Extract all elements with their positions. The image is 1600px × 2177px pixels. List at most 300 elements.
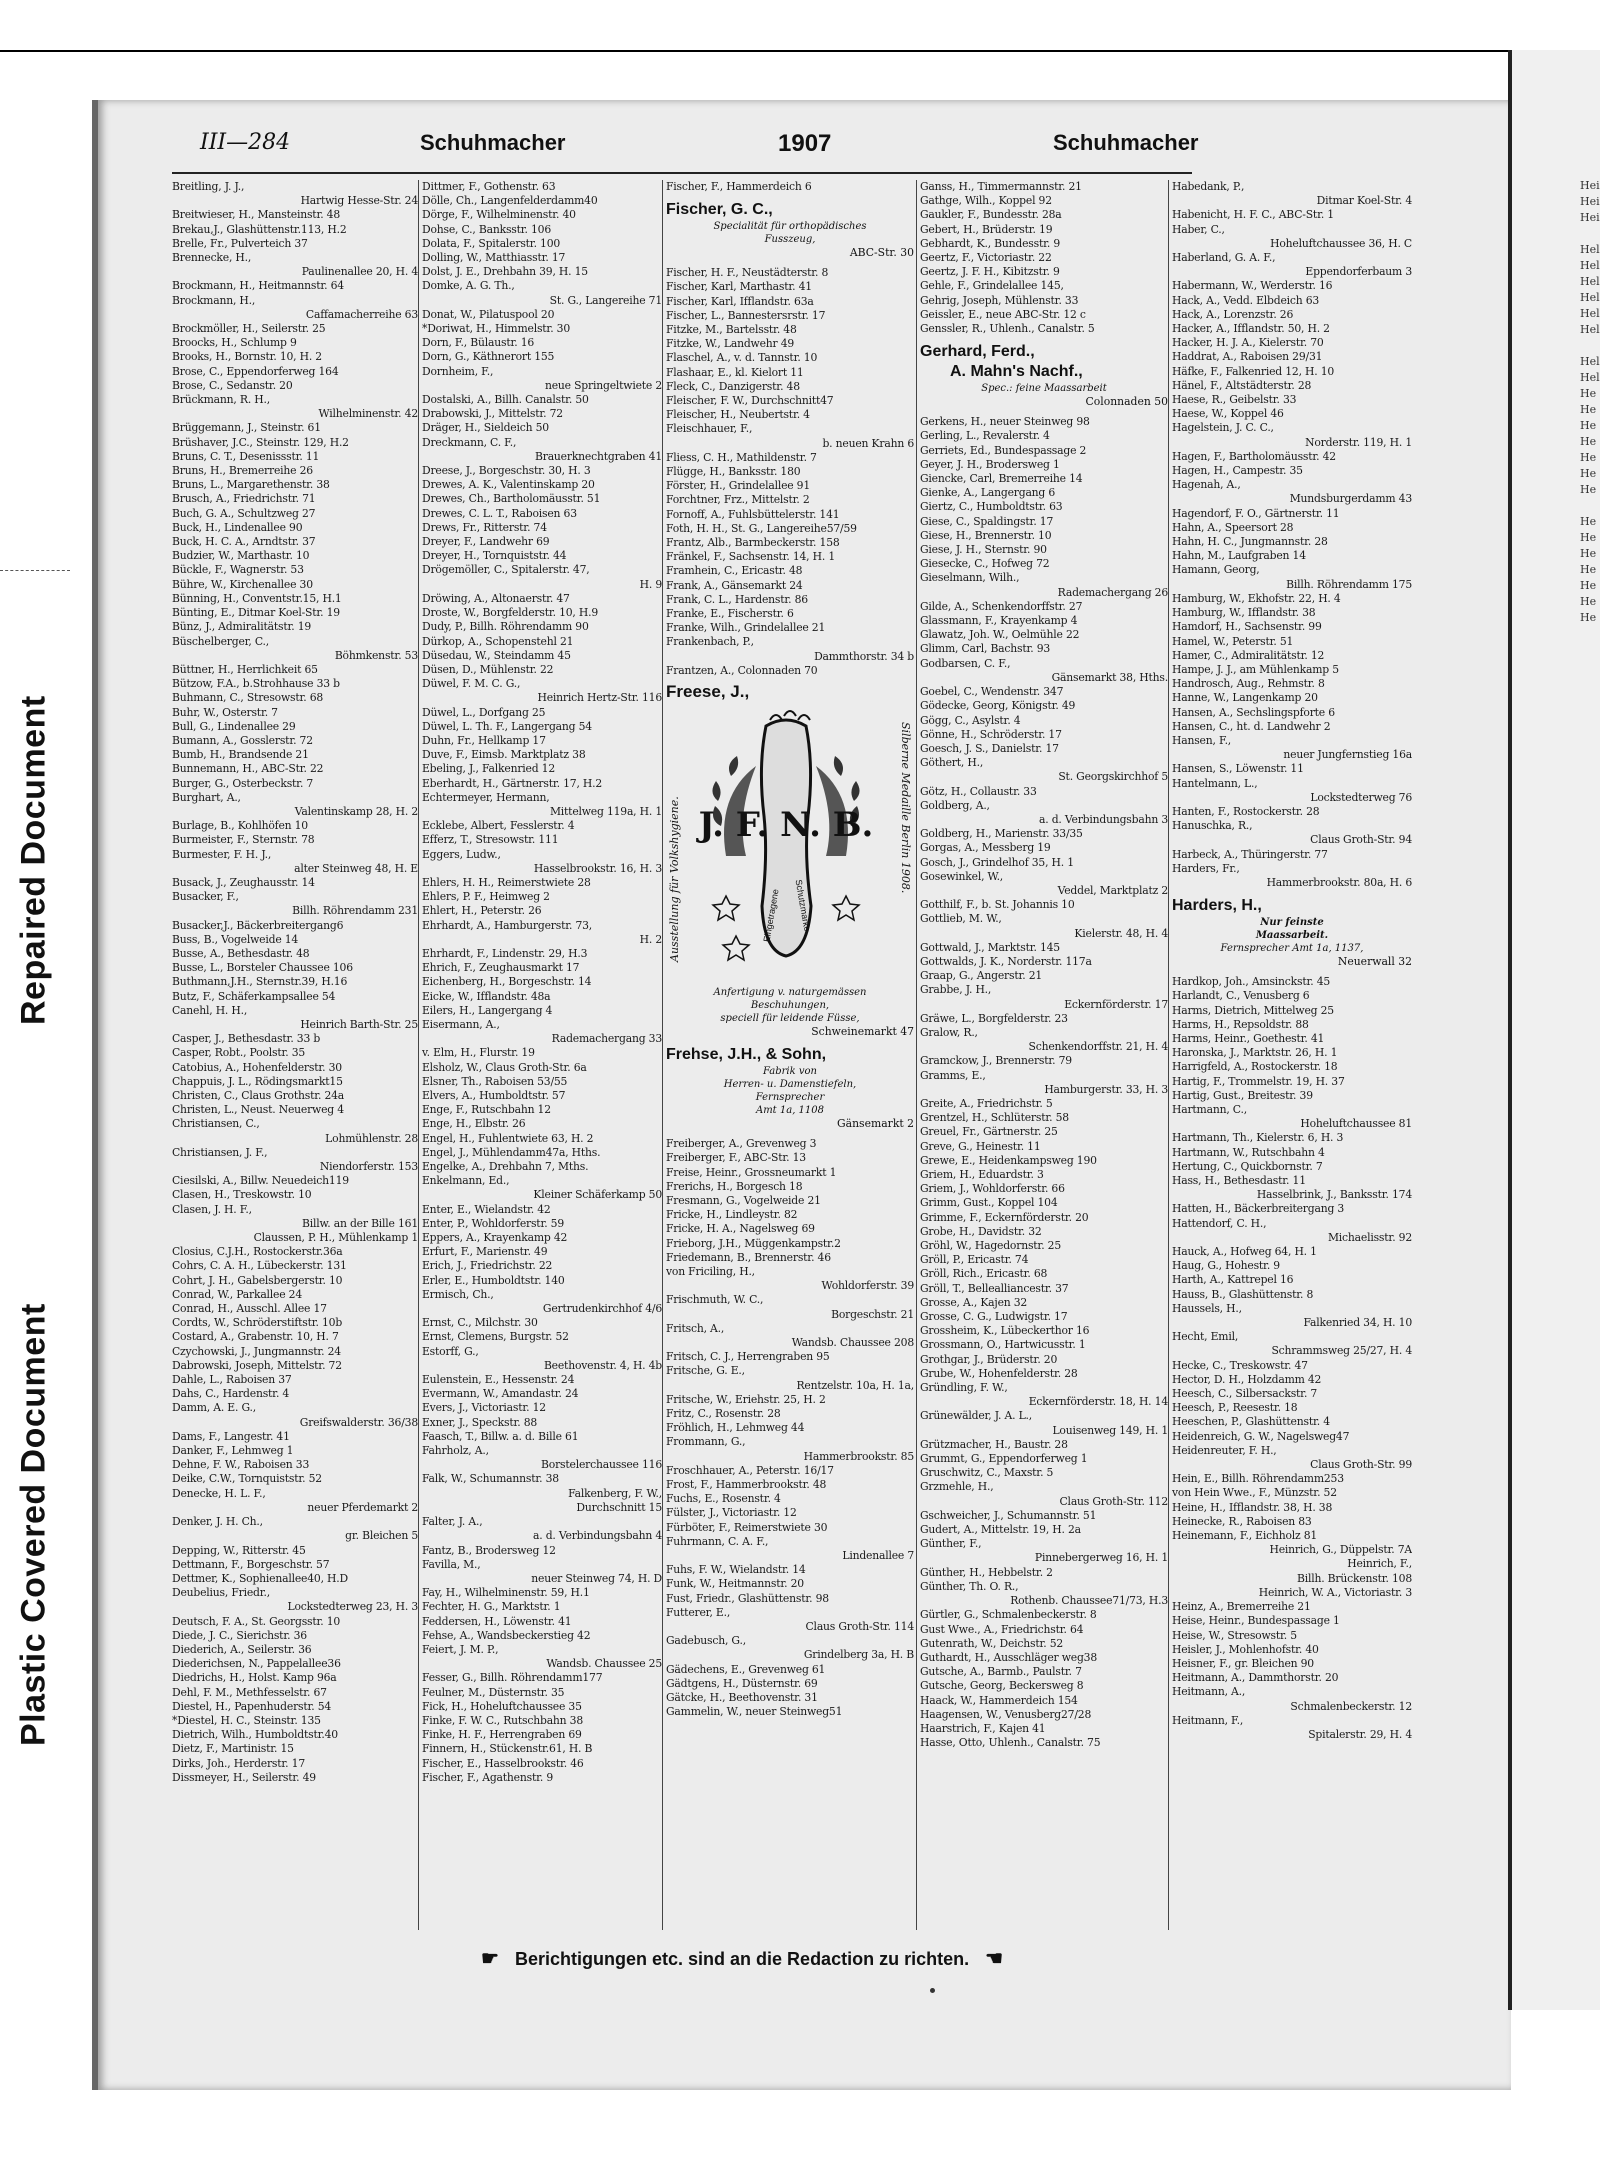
directory-entry: Frieborg, J.H., Müggenkampstr.2 — [666, 1236, 841, 1250]
directory-entry: Hattendorf, C. H., — [1172, 1216, 1267, 1230]
directory-entry: Feiert, J. M. P., — [422, 1642, 499, 1656]
directory-entry: Grewe, E., Heidenkampsweg 190 — [920, 1153, 1097, 1167]
directory-entry: Bruns, C. T., Desenissstr. 11 — [172, 449, 320, 463]
directory-entry: Mittelweg 119a, H. 1 — [549, 804, 662, 818]
directory-entry: Depping, W., Ritterstr. 45 — [172, 1543, 306, 1557]
adjacent-page-fragment: He — [1580, 435, 1597, 448]
directory-entry: Eckernförderstr. 17 — [1064, 997, 1168, 1011]
directory-entry: Freiberger, A., Grevenweg 3 — [666, 1137, 817, 1151]
directory-entry: Haronska, J., Marktstr. 26, H. 1 — [1172, 1046, 1338, 1060]
directory-entry: Hagen, H., Campestr. 35 — [1172, 464, 1303, 478]
directory-entry: Brüggemann, J., Steinstr. 61 — [172, 421, 321, 435]
directory-entry: Hoheluftchaussee 81 — [1300, 1117, 1412, 1131]
directory-entry: Düwel, L., Dorfgang 25 — [422, 705, 546, 719]
ad-fischer-sub: Fusszeug, — [764, 234, 816, 246]
directory-entry: Heesch, P., Reesestr. 18 — [1172, 1401, 1298, 1415]
directory-entry: Harlandt, C., Venusberg 6 — [1172, 989, 1310, 1003]
directory-entry: Hartwig Hesse-Str. 24 — [300, 194, 418, 208]
directory-entry: Gudert, A., Mittelstr. 19, H. 2a — [920, 1523, 1081, 1537]
directory-entry: Schmalenbeckerstr. 12 — [1290, 1699, 1412, 1713]
directory-entry: Brockmann, H., Heitmannstr. 64 — [172, 279, 344, 293]
directory-entry: Franke, Wilh., Grindelallee 21 — [666, 621, 826, 635]
directory-entry: Danker, F., Lehmweg 1 — [172, 1444, 294, 1458]
directory-entry: Bruns, H., Bremerreihe 26 — [172, 464, 313, 478]
ad-freese-right-vertical: Silberne Medaille Berlin 1908. — [899, 722, 912, 894]
directory-entry: Breitling, J. J., — [172, 180, 245, 193]
directory-entry: Fränkel, F., Sachsenstr. 14, H. 1 — [666, 550, 835, 564]
directory-entry: Dehne, F. W., Raboisen 33 — [172, 1458, 310, 1472]
directory-entry: Hasselbrookstr. 16, H. 3 — [533, 861, 662, 875]
directory-entry: Grentzel, H., Schlüterstr. 58 — [920, 1111, 1069, 1125]
directory-entry: Fitzke, M., Bartelsstr. 48 — [666, 323, 797, 337]
directory-entry: Finke, F. W. C., Rutschbahn 38 — [422, 1713, 584, 1727]
directory-entry: Eckernförderstr. 18, H. 14 — [1028, 1395, 1168, 1409]
directory-entry: Dolling, W., Matthiasstr. 17 — [422, 251, 566, 265]
ad-gerhard-sub: Spec.: feine Maassarbeit — [981, 383, 1107, 395]
directory-entry: Dittmer, F., Gothenstr. 63 — [422, 180, 556, 193]
ad-fischer — [666, 200, 914, 260]
ad-freese — [666, 682, 914, 982]
directory-entry: Günther, H., Hebbelstr. 2 — [920, 1565, 1053, 1579]
directory-entry: Gammelin, W., neuer Steinweg51 — [666, 1705, 843, 1719]
directory-entry: Gerriets, Ed., Bundespassage 2 — [920, 443, 1087, 457]
directory-entry: Gschweicher, J., Schumannstr. 51 — [920, 1508, 1097, 1522]
ad-freese-title: Freese, J., — [666, 682, 750, 702]
directory-entry: Hansen, S., Löwenstr. 11 — [1172, 762, 1304, 776]
directory-entry: Claus Groth-Str. 99 — [1310, 1458, 1412, 1472]
directory-entry: neue Springeltwiete 2 — [544, 378, 662, 392]
directory-entry: Claus Groth-Str. 114 — [805, 1620, 914, 1633]
directory-entry: Fornoff, A., Fuhlsbüttelerstr. 141 — [666, 507, 840, 521]
directory-entry: Forchtner, Frz., Mittelstr. 2 — [666, 493, 810, 507]
directory-entry: Clasen, H., Treskowstr. 10 — [172, 1188, 312, 1202]
directory-entry: Lockstedterweg 23, H. 3 — [287, 1600, 418, 1614]
directory-entry: Hack, A., Lorenzstr. 26 — [1172, 307, 1294, 321]
directory-entry: Hamer, C., Admiralitätstr. 12 — [1172, 648, 1325, 662]
directory-entry: Eberhardt, H., Gärtnerstr. 17, H.2 — [422, 776, 603, 790]
directory-entry: Brelle, Fr., Pulverteich 37 — [172, 236, 308, 250]
page-number: III—284 — [200, 130, 291, 155]
directory-entry: Lohmühlenstr. 28 — [325, 1131, 418, 1145]
directory-entry: Heinemann, F., Eichholz 81 — [1172, 1529, 1318, 1543]
directory-entry: a. d. Verbindungsbahn 4 — [533, 1529, 662, 1543]
directory-entry: Niendorferstr. 153 — [319, 1160, 418, 1174]
directory-entry: Fechter, H. G., Marktstr. 1 — [422, 1600, 561, 1614]
directory-entry: Grosse, C. G., Ludwigstr. 17 — [920, 1310, 1068, 1324]
directory-entry: Düwel, L. Th. F., Langergang 54 — [422, 719, 592, 733]
directory-entry: Gottwalds, J. K., Norderstr. 117a — [920, 954, 1092, 968]
directory-entry: Fantz, B., Brodersweg 12 — [422, 1543, 556, 1557]
directory-entry: Heitmann, F., — [1172, 1713, 1244, 1727]
directory-entry: Dammthorstr. 34 b — [814, 649, 914, 663]
directory-entry: Dams, F., Langestr. 41 — [172, 1429, 290, 1443]
directory-entry: Gramckow, J., Brennerstr. 79 — [920, 1054, 1072, 1068]
directory-entry: Brockmann, H., — [172, 293, 256, 307]
directory-entry: Froschhauer, A., Peterstr. 16/17 — [666, 1463, 834, 1477]
directory-entry: Düwel, F. M. C. G., — [422, 677, 521, 691]
ad-fischer-sub: Specialität für orthopädisches — [713, 221, 867, 233]
directory-entry: Dohse, C., Banksstr. 106 — [422, 222, 552, 236]
directory-entry: Exner, J., Speckstr. 88 — [422, 1415, 538, 1429]
directory-entry: St. Georgskirchhof 5 — [1058, 770, 1168, 784]
directory-entry: Breitwieser, H., Mansteinstr. 48 — [172, 208, 341, 222]
plastic-covered-label: Plastic Covered Document — [14, 1303, 53, 1747]
header-right-title: Schuhmacher — [1053, 130, 1199, 155]
directory-entry: Gröll, Rich., Ericastr. 68 — [920, 1267, 1048, 1281]
ad-freese-logo-word: Eingetragene — [761, 888, 781, 943]
adjacent-page-fragment: He — [1580, 611, 1597, 624]
ad-freese-caption: Beschuhungen, — [750, 1000, 830, 1012]
directory-entry: Dahs, C., Hardenstr. 4 — [172, 1387, 290, 1401]
directory-entry: alter Steinweg 48, H. E — [294, 861, 418, 875]
directory-entry: Casper, Robt., Poolstr. 35 — [172, 1046, 306, 1060]
directory-entry: Fischer, E., Hasselbrookstr. 46 — [422, 1756, 584, 1770]
directory-entry: Brusch, A., Friedrichstr. 71 — [172, 492, 316, 506]
directory-entry: Budzier, W., Marthastr. 10 — [172, 549, 310, 563]
directory-entry: Norderstr. 119, H. 1 — [1305, 435, 1412, 449]
directory-entry: Ermisch, Ch., — [422, 1287, 494, 1301]
directory-entry: Hahn, H. C., Jungmannstr. 28 — [1172, 535, 1328, 549]
directory-entry: Grützmacher, H., Baustr. 28 — [920, 1437, 1068, 1451]
directory-entry: Gust Wwe., A., Friedrichstr. 64 — [920, 1622, 1084, 1636]
directory-entry: Donat, W., Pilatuspool 20 — [422, 307, 555, 321]
directory-entry: Chappuis, J. L., Rödingsmarkt15 — [172, 1074, 343, 1088]
directory-entry: Kleiner Schäferkamp 50 — [533, 1188, 662, 1202]
directory-entry: Heitmann, A., Dammthorstr. 20 — [1172, 1671, 1339, 1685]
directory-entry: Giesecke, C., Hofweg 72 — [920, 557, 1050, 571]
ad-harders — [1172, 896, 1412, 969]
adjacent-page-fragment: Hei — [1580, 211, 1600, 224]
directory-entry: Costard, A., Grabenstr. 10, H. 7 — [172, 1330, 339, 1344]
directory-entry: Dölle, Ch., Langenfelderdamm40 — [422, 194, 598, 208]
directory-entry: Brauerknechtgraben 41 — [535, 449, 662, 463]
directory-entry: gr. Bleichen 5 — [345, 1529, 418, 1543]
directory-entry: Busacker,J., Bäckerbreitergang6 — [172, 918, 344, 932]
ad-fischer-address: ABC-Str. 30 — [849, 246, 914, 260]
directory-entry: Eilers, H., Langergang 4 — [422, 1003, 553, 1017]
directory-entry: Hector, D. H., Holzdamm 42 — [1172, 1372, 1322, 1386]
directory-entry: Gieselmann, Wilh., — [920, 571, 1020, 585]
directory-entry: Burlage, B., Kohlhöfen 10 — [172, 819, 308, 833]
directory-entry: Fleischer, H., Neubertstr. 4 — [666, 408, 810, 422]
directory-entry: Glimm, Carl, Bachstr. 93 — [920, 642, 1051, 656]
directory-entry: Geertz, F., Victoriastr. 22 — [920, 251, 1052, 265]
directory-entry: Michaelisstr. 92 — [1327, 1230, 1412, 1244]
directory-entry: Gönne, H., Schröderstr. 17 — [920, 727, 1062, 741]
adjacent-page-fragment: He — [1580, 547, 1597, 560]
directory-entry: Häfke, F., Falkenried 12, H. 10 — [1172, 364, 1335, 378]
directory-entry: Greuel, Fr., Gärtnerstr. 25 — [920, 1125, 1058, 1139]
directory-entry: Wohldorferstr. 39 — [821, 1279, 914, 1293]
directory-entry: Borgeschstr. 21 — [831, 1307, 914, 1321]
directory-entry: Heidenreich, G. W., Nagelsweg47 — [1172, 1429, 1350, 1443]
directory-entry: Bückle, F., Wagnerstr. 53 — [172, 563, 304, 577]
directory-entry: Dostalski, A., Billh. Canalstr. 50 — [422, 393, 589, 407]
directory-entry: Rademachergang 26 — [1057, 585, 1168, 599]
directory-entry: Dreyer, F., Landwehr 69 — [422, 535, 550, 549]
adjacent-page-fragment: Hel — [1580, 259, 1600, 272]
directory-entry: H. 2 — [639, 932, 662, 946]
directory-entry: Hantelmann, L., — [1172, 776, 1258, 790]
directory-entry: Hartmann, C., — [1172, 1102, 1247, 1116]
directory-entry: Fritsch, C. J., Herrengraben 95 — [666, 1350, 830, 1364]
directory-entry: Hahn, A., Speersort 28 — [1172, 520, 1294, 534]
directory-entry: Brüshaver, J.C., Steinstr. 129, H.2 — [172, 435, 349, 449]
directory-entry: Wandsb. Chaussee 208 — [791, 1335, 914, 1349]
directory-entry: Ehlers, H. H., Reimerstwiete 28 — [422, 875, 591, 889]
directory-entry: Dahle, L., Raboisen 37 — [172, 1373, 292, 1387]
pointing-hand-icon: ☛ — [481, 1948, 499, 1970]
directory-entry: Gosch, J., Grindelhof 35, H. 1 — [920, 855, 1074, 869]
directory-entry: Gathge, Wilh., Koppel 92 — [920, 194, 1052, 208]
directory-entry: Ganss, H., Timmermannstr. 21 — [920, 180, 1082, 193]
directory-entry: Framhein, C., Ericastr. 48 — [666, 564, 803, 578]
ad-harders-title: Harders, H., — [1172, 897, 1262, 915]
directory-entry: Dörge, F., Wilhelminenstr. 40 — [422, 208, 576, 222]
directory-entry: Casper, J., Bethesdastr. 33 b — [172, 1032, 321, 1046]
directory-entry: Gadebusch, G., — [666, 1634, 746, 1648]
directory-entry: Gosewinkel, W., — [920, 869, 1004, 883]
directory-entry: Claus Groth-Str. 112 — [1059, 1494, 1168, 1508]
ad-freese-left-vertical: Ausstellung für Volkshygiene. — [668, 796, 681, 963]
adjacent-page-fragment: He — [1580, 483, 1597, 496]
directory-entry: Clasen, J. H. F., — [172, 1202, 252, 1216]
directory-entry: Heisler, J., Mohlenhofstr. 40 — [1172, 1642, 1319, 1656]
directory-entry: Heinrich, G., Düppelstr. 7A — [1269, 1543, 1412, 1557]
directory-entry: Gebert, H., Brüderstr. 19 — [920, 222, 1053, 236]
directory-entry: Dräger, H., Sieldeich 50 — [422, 421, 549, 435]
directory-entry: Guthardt, H., Ausschläger weg38 — [920, 1650, 1097, 1664]
directory-entry: von Hein Wwe., F., Münzstr. 52 — [1172, 1486, 1337, 1500]
directory-entry: Christiansen, C., — [172, 1117, 260, 1131]
directory-entry: Erfurt, F., Marienstr. 49 — [422, 1245, 548, 1259]
pointing-hand-icon: ☚ — [985, 1948, 1004, 1970]
directory-entry: Fesser, G., Billh. Röhrendamm177 — [422, 1671, 603, 1685]
directory-entry: Hampe, J. J., am Mühlenkamp 5 — [1172, 662, 1339, 676]
directory-entry: Brockmöller, H., Seilerstr. 25 — [172, 322, 326, 336]
directory-entry: Gädtgens, H., Düsternstr. 69 — [666, 1676, 818, 1690]
directory-entry: Hardkop, Joh., Amsinckstr. 45 — [1172, 975, 1331, 989]
directory-entry: Gräwe, L., Borgfelderstr. 23 — [920, 1011, 1068, 1025]
directory-entry: Fuchs, E., Rosenstr. 4 — [666, 1492, 781, 1506]
directory-entry: Franke, E., Fischerstr. 6 — [666, 607, 794, 621]
ad-freese-monogram: J. F. N. B. — [698, 805, 874, 846]
directory-entry: Domke, A. G. Th., — [422, 279, 515, 293]
adjacent-page-fragment: Hel — [1580, 243, 1600, 256]
directory-entry: Gödecke, Georg, Königstr. 49 — [920, 699, 1076, 713]
directory-entry: Mundsburgerdamm 43 — [1289, 492, 1412, 506]
directory-entry: Canehl, H. H., — [172, 1003, 248, 1017]
directory-entry: Erler, E., Humboldtstr. 140 — [422, 1273, 565, 1287]
directory-entry: Duhn, Fr., Hellkamp 17 — [422, 733, 546, 747]
directory-entry: Dürkop, A., Schopenstehl 21 — [422, 634, 574, 648]
directory-entry: Buck, H., Lindenallee 90 — [172, 520, 303, 534]
directory-entry: Gerling, L., Revalerstr. 4 — [920, 429, 1050, 443]
directory-entry: Fahrholz, A., — [422, 1444, 489, 1458]
directory-entry: Fleischhauer, F., — [666, 422, 753, 436]
directory-entry: Frank, A., Gänsemarkt 24 — [666, 578, 803, 592]
directory-entry: Fricke, H. A., Nagelsweg 69 — [666, 1222, 815, 1236]
directory-entry: Deubelius, Friedr., — [172, 1586, 271, 1600]
directory-entry: Ernst, C., Milchstr. 30 — [422, 1316, 538, 1330]
adjacent-page-fragment: Hel — [1580, 371, 1600, 384]
directory-entry: Förster, H., Grindelallee 91 — [666, 479, 811, 493]
directory-entry: Eisermann, A., — [422, 1017, 500, 1031]
directory-entry: Gruschwitz, C., Maxstr. 5 — [920, 1466, 1054, 1480]
directory-entry: Dreyer, H., Tornquiststr. 44 — [422, 549, 567, 563]
directory-entry: Habenicht, H. F. C., ABC-Str. 1 — [1172, 208, 1334, 222]
directory-entry: Hartmann, Th., Kielerstr. 6, H. 3 — [1172, 1131, 1344, 1145]
directory-entry: Burghart, A., — [172, 790, 241, 804]
directory-entry: Erich, J., Friedrichstr. 22 — [422, 1259, 553, 1273]
adjacent-page-fragment: He — [1580, 531, 1597, 544]
directory-entry: *Doriwat, H., Himmelstr. 30 — [422, 322, 571, 336]
directory-entry: Busack, J., Zeughausstr. 14 — [172, 875, 315, 889]
directory-entry: Habermann, W., Werderstr. 16 — [1172, 279, 1333, 293]
directory-entry: Fuhs, F. W., Wielandstr. 14 — [666, 1563, 806, 1577]
directory-entry: Gorgas, A., Messberg 19 — [920, 841, 1051, 855]
directory-entry: Diede, J. C., Sierichstr. 36 — [172, 1628, 307, 1642]
directory-entry: Frommann, G., — [666, 1435, 746, 1449]
directory-entry: Hagenah, A., — [1172, 478, 1241, 492]
directory-entry: Busacker, F., — [172, 890, 239, 904]
directory-entry: Fischer, H. F., Neustädterstr. 8 — [666, 266, 829, 280]
directory-entry: Brekau,J., Glashüttenstr.113, H.2 — [172, 222, 347, 236]
directory-entry: Wilhelminenstr. 42 — [318, 407, 418, 421]
directory-entry: Fischer, Karl, Ifflandstr. 63a — [666, 294, 814, 308]
directory-entry: Buch, G. A., Schultzweg 27 — [172, 506, 316, 520]
adjacent-page-fragment: He — [1580, 387, 1597, 400]
directory-entry: Dietrich, Wilh., Humboldtstr.40 — [172, 1728, 338, 1742]
directory-entry: Fuhrmann, C. A. F., — [666, 1534, 769, 1548]
directory-entry: Grube, W., Hohenfelderstr. 28 — [920, 1366, 1078, 1380]
directory-entry: Busse, L., Borsteler Chaussee 106 — [172, 961, 353, 975]
directory-entry: Cordts, W., Schröderstiftstr. 10b — [172, 1316, 343, 1330]
directory-entry: Brose, C., Eppendorferweg 164 — [172, 364, 339, 378]
directory-entry: Gilde, A., Schenkendorffstr. 27 — [920, 599, 1083, 613]
ad-frehse — [666, 1045, 914, 1131]
directory-entry: Dehl, F. M., Methfesselstr. 67 — [172, 1685, 327, 1699]
directory-entry: Hamdorf, H., Sachsenstr. 99 — [1172, 620, 1322, 634]
adjacent-page-fragment: He — [1580, 515, 1597, 528]
directory-entry: Evermann, W., Amandastr. 24 — [422, 1387, 579, 1401]
directory-entry: Glawatz, Joh. W., Oelmühle 22 — [920, 628, 1080, 642]
directory-entry: Dudy, P., Billh. Röhrendamm 90 — [422, 620, 589, 634]
directory-entry: Spitalerstr. 29, H. 4 — [1308, 1727, 1412, 1741]
directory-entry: Caffamacherreihe 63 — [305, 307, 418, 321]
directory-entry: Futterer, E., — [666, 1605, 731, 1619]
directory-entry: Fust, Friedr., Glashüttenstr. 98 — [666, 1591, 829, 1605]
directory-entry: Christiansen, J. F., — [172, 1145, 268, 1159]
directory-entry: Fischer, F., Hammerdeich 6 — [666, 180, 812, 193]
adjacent-page-fragment: Hel — [1580, 323, 1600, 336]
directory-entry: Valentinskamp 28, H. 2 — [294, 804, 418, 818]
directory-entry: Gänsemarkt 38, Hths. — [1051, 670, 1168, 684]
adjacent-page-fragment: Hel — [1580, 355, 1600, 368]
directory-entry: Harbeck, A., Thüringerstr. 77 — [1172, 847, 1328, 861]
directory-entry: Haberland, G. A. F., — [1172, 251, 1276, 265]
directory-entry: Favilla, M., — [422, 1557, 481, 1571]
directory-entry: Conrad, H., Ausschl. Allee 17 — [172, 1302, 327, 1316]
ad-frehse-sub: Amt 1a, 1108 — [755, 1105, 825, 1117]
directory-entry: Brennecke, H., — [172, 251, 252, 265]
directory-entry: Bünning, H., Conventstr.15, H.1 — [172, 591, 342, 605]
page-footer — [470, 1946, 1230, 1972]
directory-entry: neuer Pferdemarkt 2 — [307, 1500, 418, 1514]
header-rule — [172, 172, 1192, 174]
directory-entry: Christen, C., Claus Grothstr. 24a — [172, 1089, 345, 1102]
directory-entry: Heitmann, A., — [1172, 1685, 1246, 1699]
directory-entry: Finnern, H., Stückenstr.61, H. B — [422, 1742, 593, 1756]
directory-entry: Gutenrath, W., Deichstr. 52 — [920, 1636, 1064, 1650]
directory-entry: Harms, Heinr., Goethestr. 41 — [1172, 1031, 1325, 1045]
ad-gerhard-address: Colonnaden 50 — [1085, 395, 1168, 409]
directory-entry: Diederich, A., Seilerstr. 36 — [172, 1642, 312, 1656]
directory-entry: Broocks, H., Schlump 9 — [172, 336, 297, 350]
directory-entry: Giencke, Carl, Bremerreihe 14 — [920, 472, 1083, 486]
adjacent-page-fragment: Hel — [1580, 307, 1600, 320]
directory-entry: Fliess, C. H., Mathildenstr. 7 — [666, 450, 817, 464]
directory-entry: Grimm, Gust., Koppel 104 — [920, 1196, 1058, 1210]
directory-entry: Dolst, J. E., Drehbahn 39, H. 15 — [422, 265, 588, 279]
ad-frehse-address: Gänsemarkt 2 — [837, 1117, 914, 1131]
ad-fischer-title: Fischer, G. C., — [666, 201, 773, 219]
directory-entry: Heinrich, F., — [1347, 1557, 1412, 1571]
ad-gerhard-title: A. Mahn's Nachf., — [950, 363, 1083, 381]
directory-entry: Billh. Brückenstr. 108 — [1296, 1571, 1412, 1585]
directory-entry: Billw. an der Bille 161 — [302, 1216, 418, 1230]
directory-entry: Czychowski, J., Jungmannstr. 24 — [172, 1344, 341, 1358]
directory-entry: Burmester, F. H. J., — [172, 847, 272, 861]
directory-entry: H. 9 — [639, 577, 662, 591]
directory-entry: Fürböter, F., Reimerstwiete 30 — [666, 1520, 828, 1534]
directory-entry: Echtermeyer, Hermann, — [422, 790, 550, 804]
directory-entry: Hamburg, W., Ekhofstr. 22, H. 4 — [1172, 591, 1341, 605]
directory-entry: Fischer, F., Agathenstr. 9 — [422, 1770, 553, 1784]
directory-entry: Buhr, W., Osterstr. 7 — [172, 705, 278, 719]
directory-entry: Hartig, F., Trommelstr. 19, H. 37 — [1172, 1074, 1345, 1088]
directory-entry: Veddel, Marktplatz 2 — [1057, 883, 1168, 897]
directory-entry: Billh. Röhrendamm 231 — [292, 904, 418, 918]
directory-entry: Ehlert, H., Peterstr. 26 — [422, 904, 542, 918]
directory-entry: Dirks, Joh., Herderstr. 17 — [172, 1756, 305, 1770]
column-5 — [1172, 180, 1412, 1930]
directory-entry: Harrigfeld, A., Rostockerstr. 18 — [1172, 1060, 1338, 1074]
directory-entry: Engel, J., Mühlendamm47a, Hths. — [422, 1145, 601, 1159]
directory-entry: Butz, F., Schäferkampsallee 54 — [172, 989, 336, 1003]
directory-entry: Gertrudenkirchhof 4/6 — [542, 1302, 662, 1316]
directory-entry: Dietz, F., Martinistr. 15 — [172, 1742, 294, 1756]
directory-entry: Gramms, E., — [920, 1068, 986, 1082]
directory-entry: Christen, L., Neust. Neuerweg 4 — [172, 1103, 344, 1117]
directory-entry: Haack, W., Hammerdeich 154 — [920, 1693, 1078, 1707]
ad-gerhard — [920, 342, 1168, 409]
directory-columns — [172, 180, 1412, 1930]
directory-entry: Hacker, H. J. A., Kielerstr. 70 — [1172, 336, 1324, 350]
directory-entry: Foth, H. H., St. G., Langereihe57/59 — [666, 521, 857, 535]
directory-entry: Eichenberg, H., Borgeschstr. 14 — [422, 975, 592, 989]
directory-entry: Ditmar Koel-Str. 4 — [1316, 194, 1412, 208]
ad-harders-sub: Fernsprecher Amt 1a, 1137, — [1220, 943, 1364, 955]
directory-entry: Gürtler, G., Schmalenbeckerstr. 8 — [920, 1608, 1097, 1622]
directory-entry: Gerkens, H., neuer Steinweg 98 — [920, 415, 1090, 429]
directory-entry: Evers, J., Victoriastr. 12 — [422, 1401, 546, 1415]
directory-entry: Günther, Th. O. R., — [920, 1579, 1019, 1593]
side-divider — [0, 570, 70, 571]
directory-entry: Falkenried 34, H. 10 — [1303, 1316, 1412, 1330]
directory-entry: Hanuschka, R., — [1172, 819, 1253, 833]
ad-freese-logo-word: Schutzmarke — [793, 878, 813, 933]
